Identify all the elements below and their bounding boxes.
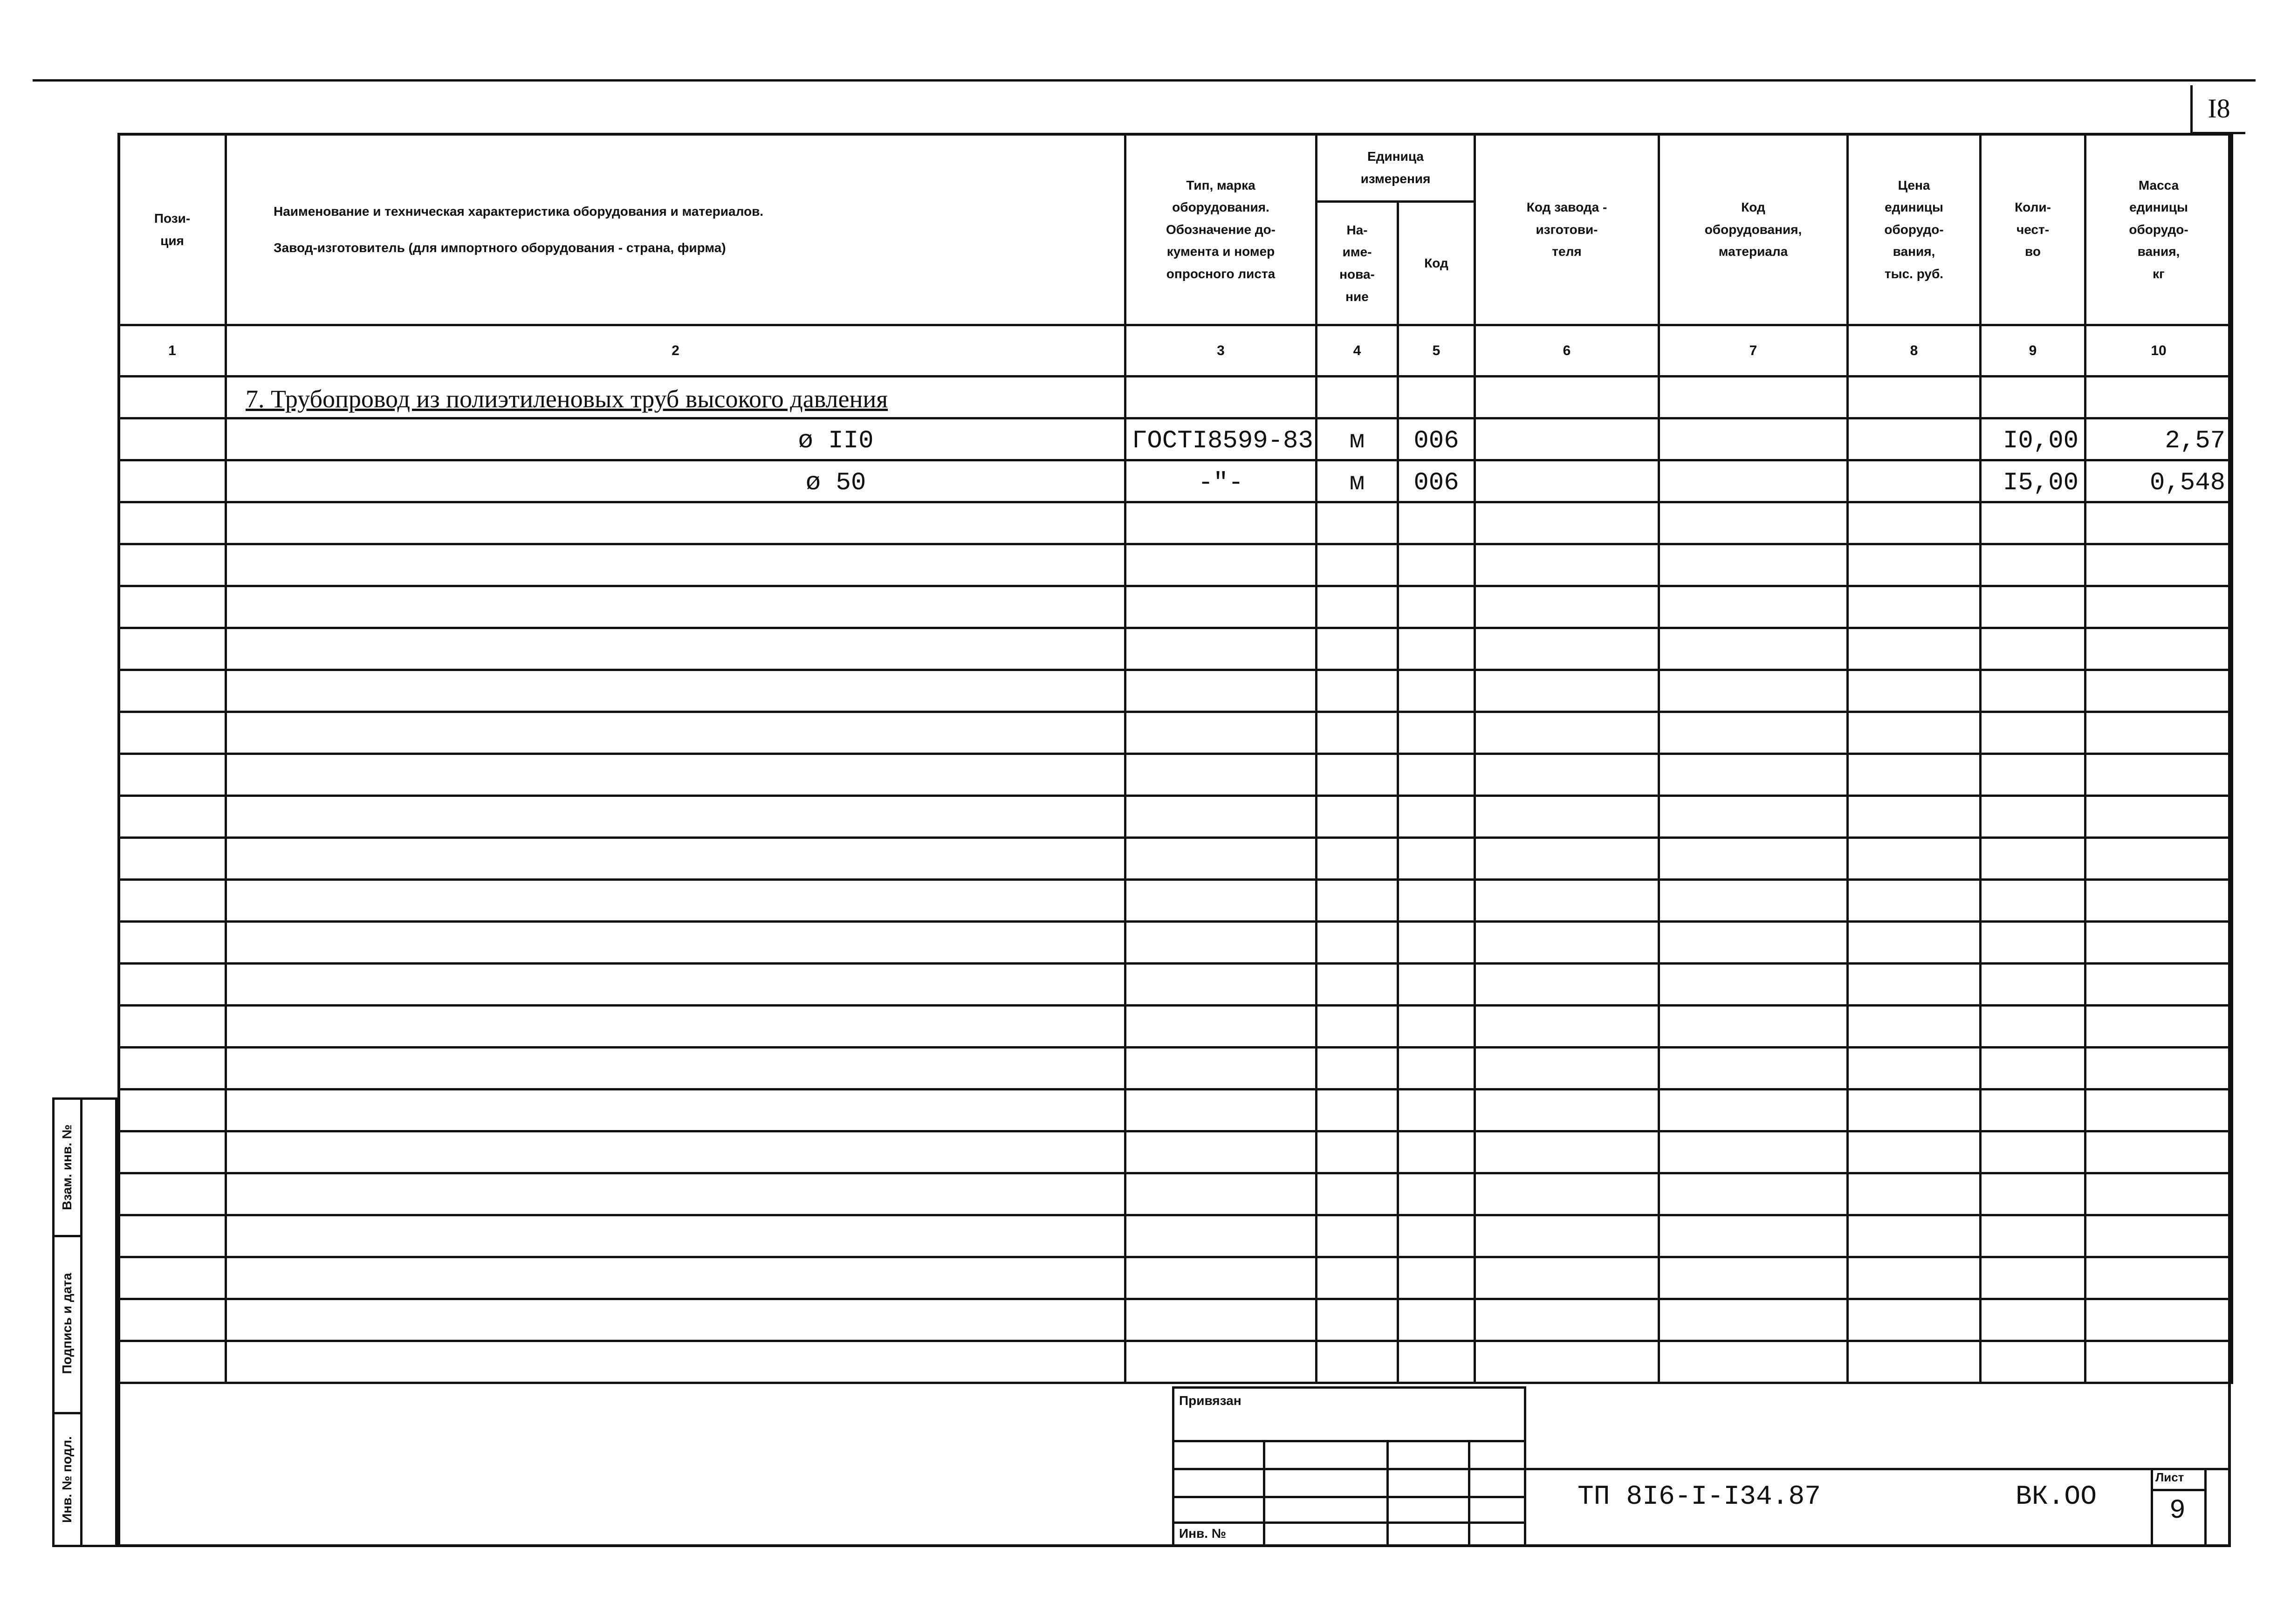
- side-stamp-replace-label: Взам. инв. №: [60, 1124, 74, 1210]
- document-number: ТП 8I6-I-I34.87: [1578, 1482, 1821, 1512]
- cell-name: ø 50: [226, 460, 1125, 502]
- column-number: 3: [1125, 325, 1317, 377]
- column-number: 7: [1659, 325, 1848, 377]
- cell-mass: 2,57: [2085, 418, 2232, 460]
- header-unit-price: Цена единицы оборудо- вания, тыс. руб.: [1848, 134, 1981, 325]
- cell-name: ø II0: [226, 418, 1125, 460]
- header-unit-mass: Масса единицы оборудо- вания, кг: [2085, 134, 2232, 325]
- column-number: 5: [1398, 325, 1475, 377]
- header-manufacturer-code: Код завода - изготови- теля: [1475, 134, 1659, 325]
- cell-type: -"-: [1125, 460, 1317, 502]
- cell-unit-code: 006: [1398, 418, 1475, 460]
- side-stamp: [52, 1097, 117, 1547]
- column-number: 10: [2085, 325, 2232, 377]
- column-number: 9: [1981, 325, 2085, 377]
- column-number: 4: [1317, 325, 1398, 377]
- column-number: 2: [226, 325, 1125, 377]
- header-unit-name: На- име- нова- ние: [1317, 202, 1398, 325]
- cell-unit-code: 006: [1398, 460, 1475, 502]
- top-rule: [33, 79, 2256, 82]
- header-type: Тип, марка оборудования. Обозначение до- кумента и номер опросного листа: [1125, 134, 1317, 325]
- header-equipment-code: Код оборудования, материала: [1659, 134, 1848, 325]
- title-block: [1172, 1386, 2230, 1547]
- side-stamp-signature-label: Подпись и дата: [60, 1273, 74, 1374]
- binding-label: Привязан: [1179, 1393, 1241, 1408]
- header-unit-code: Код: [1398, 202, 1475, 325]
- column-number: 6: [1475, 325, 1659, 377]
- cell-unit: м: [1317, 418, 1398, 460]
- sheet-number: 9: [2169, 1496, 2186, 1526]
- document-mark: ВК.ОО: [2016, 1482, 2097, 1512]
- cell-unit: м: [1317, 460, 1398, 502]
- header-unit-group: Единица измерения: [1317, 134, 1475, 202]
- header-name: Наименование и техническая характеристика оборудования и материалов. Завод-изготовитель (для импортного оборудования - страна, фирма): [226, 134, 1125, 325]
- sheet-frame: [117, 133, 2231, 1547]
- column-number: 1: [119, 325, 226, 377]
- page-number: I8: [2190, 85, 2245, 134]
- cell-type: ГОСТI8599-83: [1125, 418, 1317, 460]
- cell-mass: 0,548: [2085, 460, 2232, 502]
- sheet-label: Лист: [2155, 1470, 2184, 1484]
- inventory-number-label: Инв. №: [1179, 1526, 1227, 1541]
- cell-quantity: I0,00: [1981, 418, 2085, 460]
- header-position: Пози- ция: [119, 134, 226, 325]
- side-stamp-inventory-label: Инв. № подл.: [60, 1436, 74, 1523]
- cell-quantity: I5,00: [1981, 460, 2085, 502]
- header-quantity: Коли- чест- во: [1981, 134, 2085, 325]
- section-title: 7. Трубопровод из полиэтиленовых труб высокого давления: [226, 377, 1125, 418]
- column-number: 8: [1848, 325, 1981, 377]
